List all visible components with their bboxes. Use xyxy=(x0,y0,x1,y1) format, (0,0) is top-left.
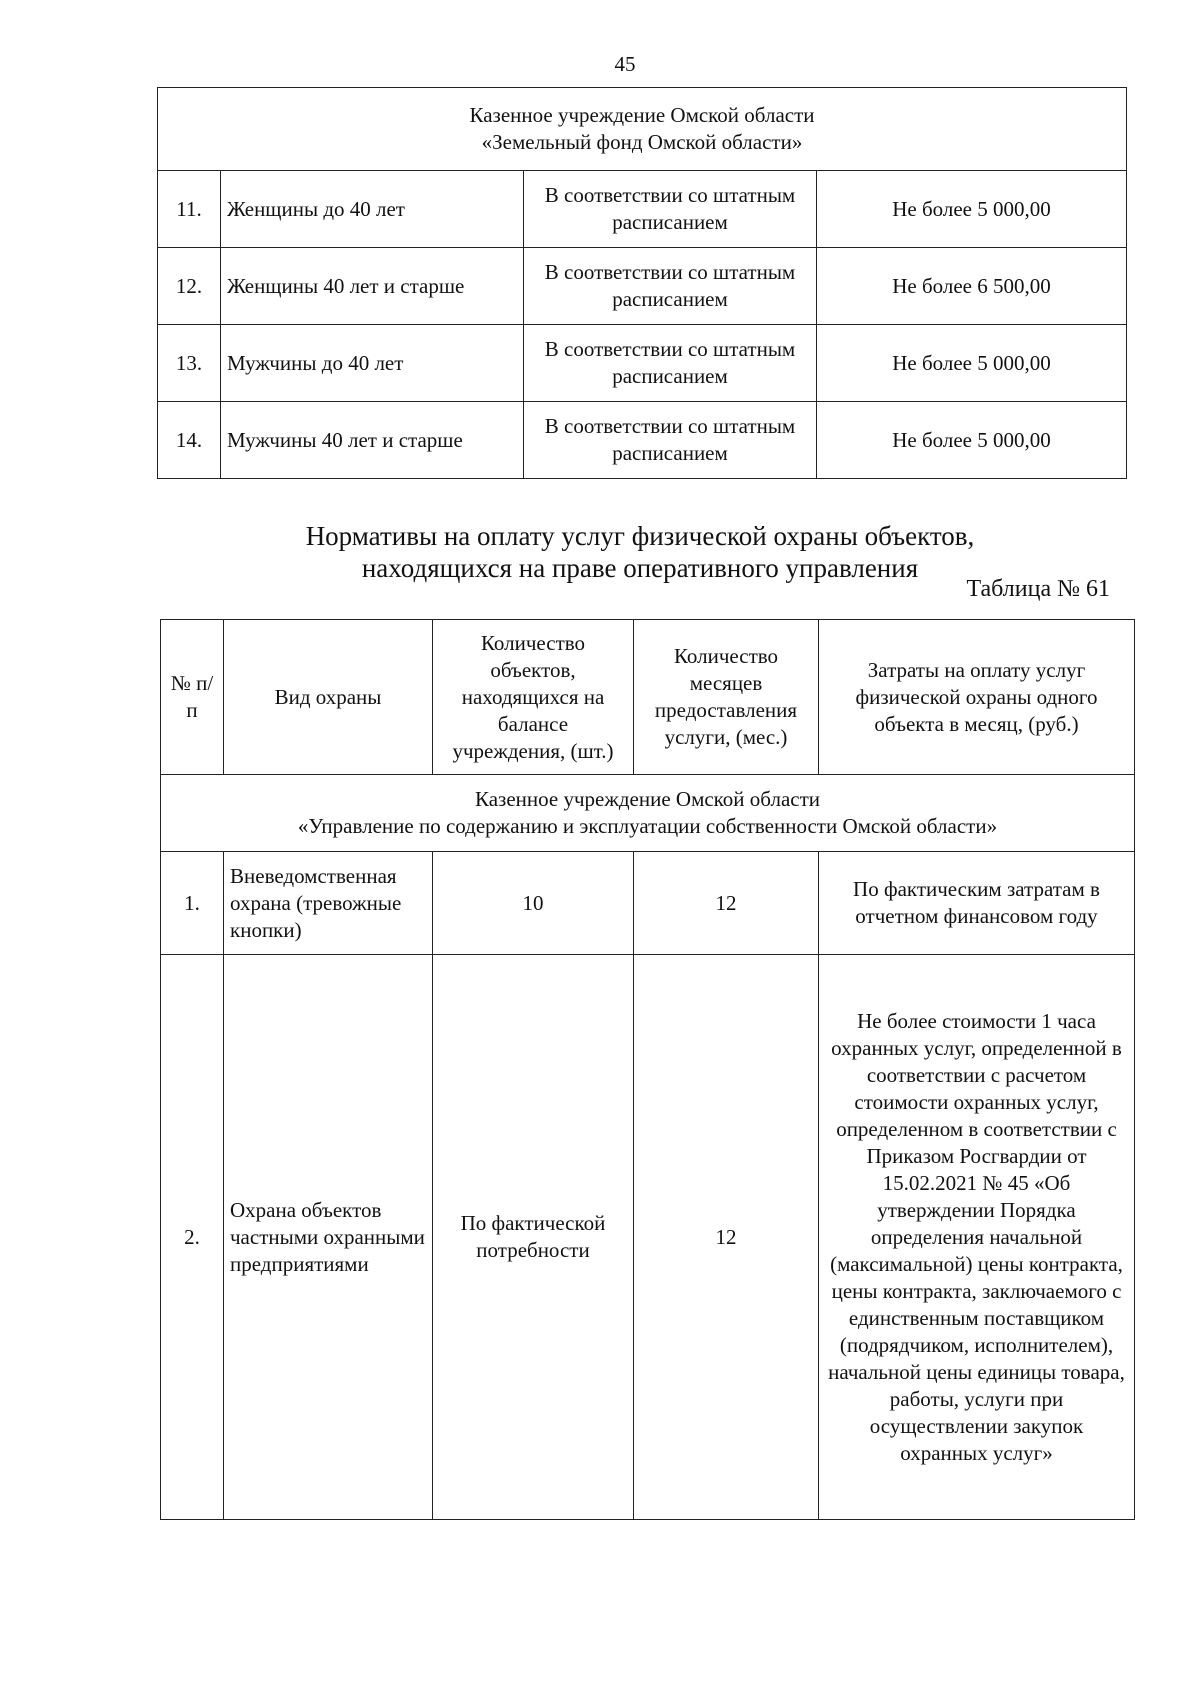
org-name-line2: «Земельный фонд Омской области» xyxy=(481,130,803,154)
category-cell: Мужчины 40 лет и старше xyxy=(221,402,524,479)
row-number: 12. xyxy=(158,248,221,325)
row-number: 1. xyxy=(161,852,224,955)
section-title-line1: Нормативы на оплату услуг физической охраны объектов, xyxy=(305,521,975,551)
kind-cell: Вневедомственная охрана (тревожные кнопки) xyxy=(224,852,433,955)
header-cost: Затраты на оплату услуг физической охраны одного объекта в месяц, (руб.) xyxy=(819,620,1135,775)
table-label: Таблица № 61 xyxy=(966,576,1110,602)
section-title-line2: находящихся на праве оперативного управления xyxy=(361,553,919,583)
table-row xyxy=(161,852,1135,955)
cost-cell: Не более стоимости 1 часа охранных услуг, определенной в соответствии с расчетом стоимости охранных услуг, определенном в соответствии с Приказом Росгвардии от 15.02.2021 № 45 «Об утверждении Порядка определения начальной (максимальной) цены контракта, цены контракта, заключаемого с единственным поставщиком (подрядчиком, исполнителем), начальной цены единицы товара, работы, услуги при осуществлении закупок охранных услуг» xyxy=(819,955,1135,1520)
row-number: 11. xyxy=(158,171,221,248)
table-header-row xyxy=(161,620,1135,775)
org-header-row xyxy=(158,88,1127,171)
clothing-norms-table xyxy=(157,87,1127,479)
basis-cell: В соответствии со штатным расписанием xyxy=(524,402,817,479)
org-name-line1: Казенное учреждение Омской области xyxy=(469,103,815,127)
category-cell: Мужчины до 40 лет xyxy=(221,325,524,402)
security-costs-table xyxy=(160,619,1135,1520)
category-cell: Женщины до 40 лет xyxy=(221,171,524,248)
basis-cell: В соответствии со штатным расписанием xyxy=(524,248,817,325)
table-row xyxy=(158,171,1127,248)
category-cell: Женщины 40 лет и старше xyxy=(221,248,524,325)
cost-cell: По фактическим затратам в отчетном финансовом году xyxy=(819,852,1135,955)
page-number: 45 xyxy=(614,52,636,76)
table-row xyxy=(158,325,1127,402)
norm-cell: Не более 5 000,00 xyxy=(817,402,1127,479)
qty-cell: По фактической потребности xyxy=(433,955,634,1520)
table-row xyxy=(158,248,1127,325)
basis-cell: В соответствии со штатным расписанием xyxy=(524,325,817,402)
norm-cell: Не более 6 500,00 xyxy=(817,248,1127,325)
norm-cell: Не более 5 000,00 xyxy=(817,325,1127,402)
basis-cell: В соответствии со штатным расписанием xyxy=(524,171,817,248)
months-cell: 12 xyxy=(634,955,819,1520)
org-header-row xyxy=(161,775,1135,852)
kind-cell: Охрана объектов частными охранными предприятиями xyxy=(224,955,433,1520)
table-row xyxy=(161,955,1135,1520)
header-kind: Вид охраны xyxy=(224,620,433,775)
org-name-line1: Казенное учреждение Омской области xyxy=(474,787,820,811)
row-number: 2. xyxy=(161,955,224,1520)
table-row xyxy=(158,402,1127,479)
row-number: 13. xyxy=(158,325,221,402)
header-num: № п/п xyxy=(161,620,224,775)
header-qty: Количество объектов, находящихся на балансе учреждения, (шт.) xyxy=(433,620,634,775)
norm-cell: Не более 5 000,00 xyxy=(817,171,1127,248)
qty-cell: 10 xyxy=(433,852,634,955)
row-number: 14. xyxy=(158,402,221,479)
months-cell: 12 xyxy=(634,852,819,955)
header-months: Количество месяцев предоставления услуги, (мес.) xyxy=(634,620,819,775)
org-name-line2: «Управление по содержанию и эксплуатации собственности Омской области» xyxy=(297,814,998,838)
